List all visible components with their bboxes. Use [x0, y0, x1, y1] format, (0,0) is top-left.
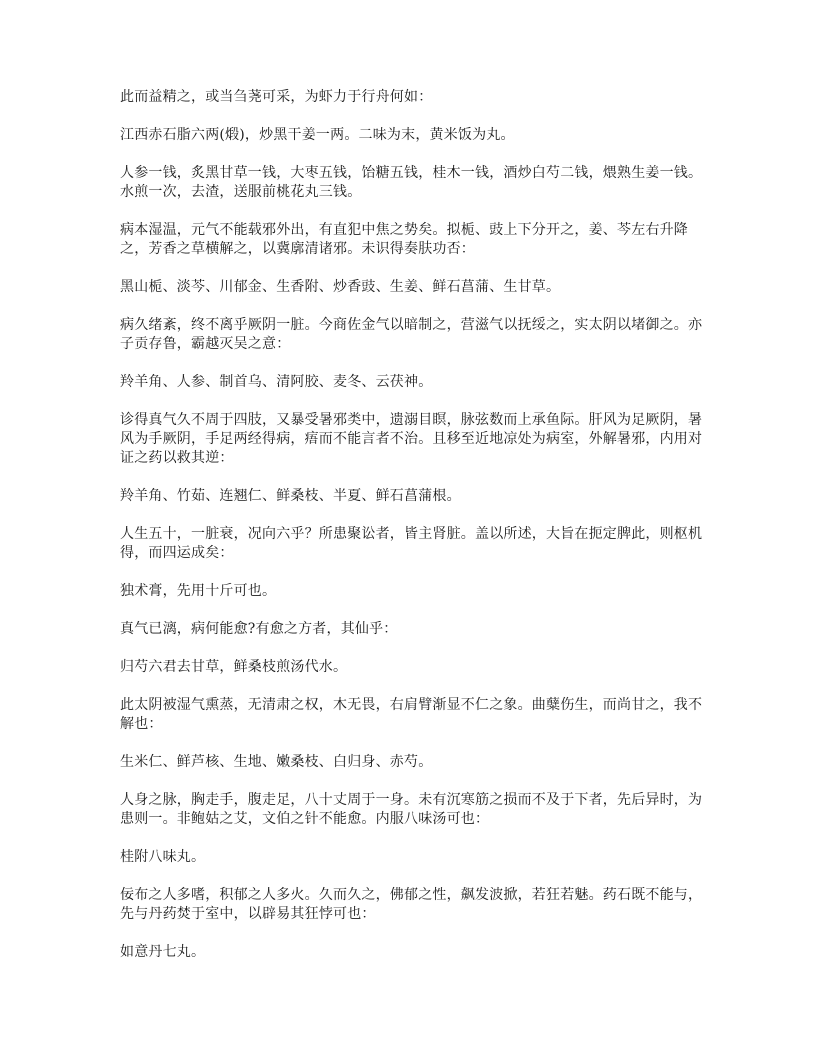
paragraph-prescription-9: 桂附八味丸。: [120, 849, 206, 865]
paragraph-prescription-7: 归芍六君去甘草，鲜桑枝煎汤代水。: [120, 659, 348, 675]
paragraph-case-4: 人生五十，一脏衰，况向六乎？所患聚讼者，皆主肾脏。盖以所述，大旨在扼定脾此，则枢机得，而四运成矣：: [120, 526, 703, 561]
paragraph-prescription-4: 羚羊角、人参、制首乌、清阿胶、麦冬、云茯神。: [120, 374, 433, 390]
paragraph-prescription-6: 独术膏，先用十斤可也。: [120, 583, 277, 599]
paragraph-case-1: 病本湿温，元气不能载邪外出，有直犯中焦之势矣。拟栀、豉上下分开之，姜、芩左右升降之，芳香之草横解之，以冀廓清诸邪。未识得奏肤功否：: [120, 222, 688, 257]
paragraph-prescription-3: 黑山栀、淡芩、川郁金、生香附、炒香豉、生姜、鲜石菖蒲、生甘草。: [120, 279, 561, 295]
paragraph-case-8: 佞布之人多嗜，积郁之人多火。久而久之，佛郁之性，飙发波掀，若狂若魅。药石既不能与，先与丹药焚于室中，以辟易其狂悖可也：: [120, 887, 703, 922]
paragraph-case-5: 真气已漓，病何能愈?有愈之方者，其仙乎：: [120, 621, 398, 637]
paragraph-case-3: 诊得真气久不周于四肢，又暴受暑邪类中，遗溺目瞑，脉弦数而上承鱼际。肝风为足厥阴，暑风为手厥阴，手足两经得病，痦而不能言者不治。且移至近地凉处为病室，外解暑邪，内用对证之药以救其逆：: [120, 412, 703, 466]
paragraph-case-7: 人身之脉，胸走手，腹走足，八十丈周于一身。未有沉寒筋之损而不及于下者，先后异时，为患则一。非鲍姑之艾，文伯之针不能愈。内服八味汤可也：: [120, 792, 703, 827]
paragraph-prescription-2: 人参一钱，炙黑甘草一钱，大枣五钱，饴糖五钱，桂木一钱，酒炒白芍二钱，煨熟生姜一钱。水煎一次，去渣，送服前桃花丸三钱。: [120, 165, 703, 200]
paragraph-prescription-10: 如意丹七丸。: [120, 944, 206, 960]
paragraph-prescription-8: 生米仁、鲜芦核、生地、嫩桑枝、白归身、赤芍。: [120, 754, 433, 770]
paragraph-case-2: 病久绪紊，终不离乎厥阴一脏。今商佐金气以暗制之，营滋气以抚绥之，实太阴以堵御之。亦子贡存鲁，霸越灭吴之意：: [120, 317, 703, 352]
paragraph-case-6: 此太阴被湿气熏蒸，无清肃之权，木无畏，右肩臂渐显不仁之象。曲糵伤生，而尚甘之，我不解也：: [120, 697, 703, 732]
document-page: [120, 88, 710, 981]
paragraph-question-1: 此而益精之，或当刍荛可采，为虾力于行舟何如：: [120, 89, 433, 105]
paragraph-prescription-5: 羚羊角、竹茹、连翘仁、鲜桑枝、半夏、鲜石菖蒲根。: [120, 488, 461, 504]
paragraph-prescription-1: 江西赤石脂六两(煅)，炒黑干姜一两。二味为末，黄米饭为丸。: [120, 127, 515, 143]
